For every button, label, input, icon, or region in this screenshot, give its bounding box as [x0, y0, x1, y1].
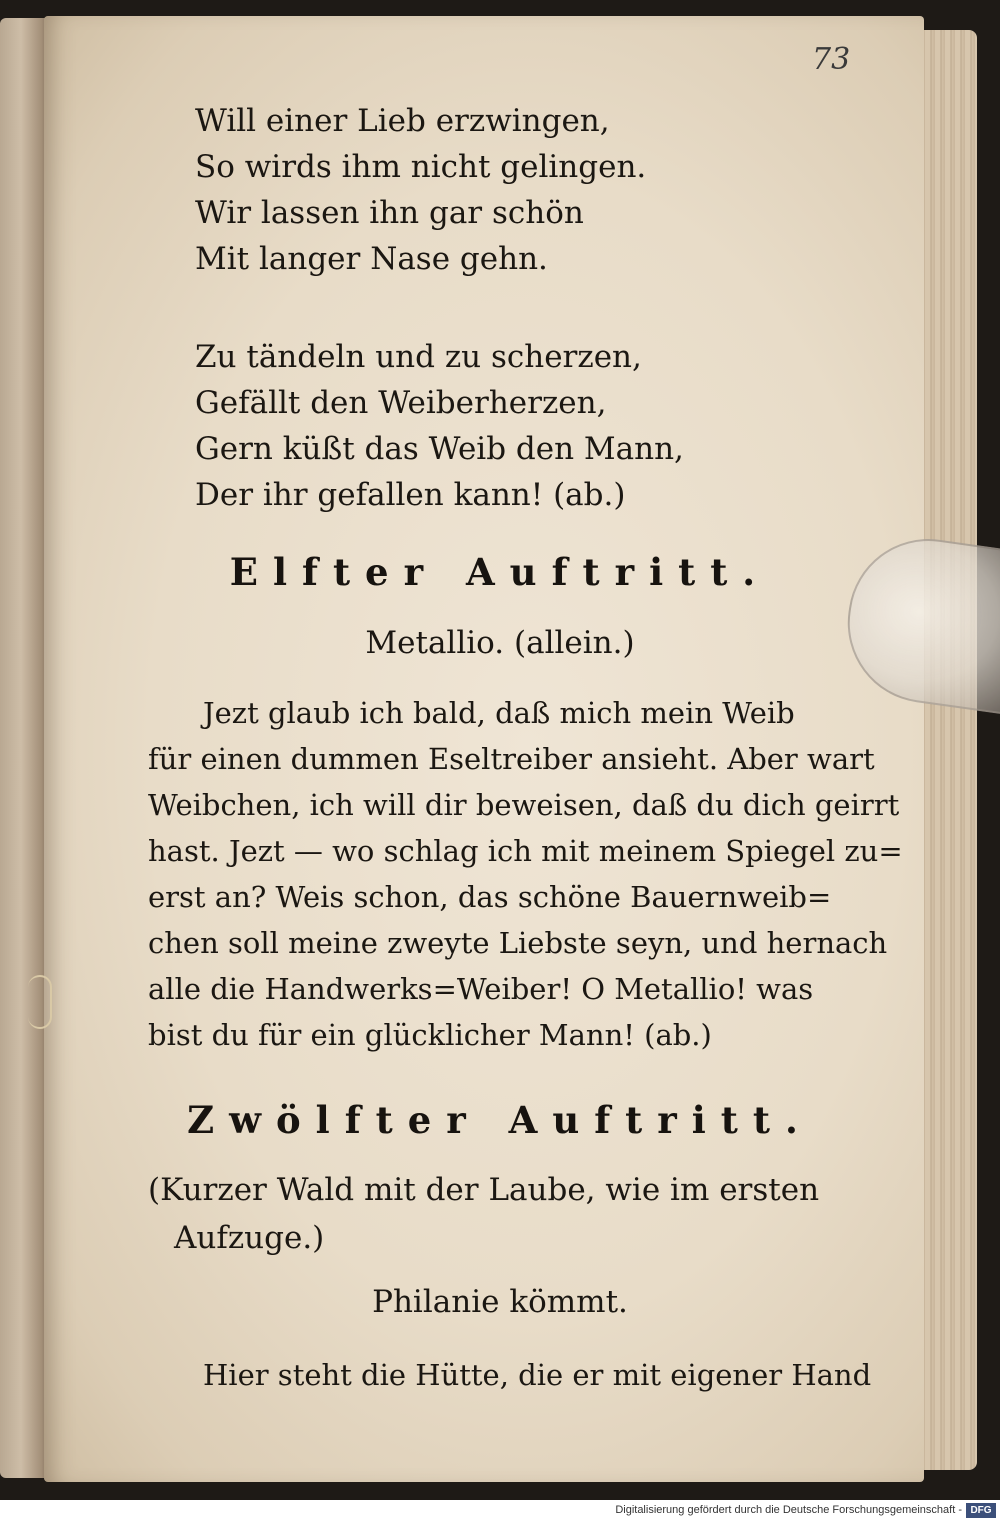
prose-paragraph-2: [148, 1352, 872, 1398]
footer-credit: Digitalisierung gefördert durch die Deutsche Forschungsgemeinschaft -: [615, 1504, 962, 1516]
verse-line: So wirds ihm nicht gelingen.: [195, 149, 647, 185]
prose-line: Jezt glaub ich bald, daß mich mein Weib: [203, 696, 795, 730]
prose-line: bist du für ein glücklicher Mann! (ab.): [148, 1018, 712, 1052]
binding-thread: [28, 975, 52, 1029]
scene-heading-zwoelfter: Zwölfter Auftritt.: [187, 1098, 813, 1142]
prose-paragraph-1: [148, 690, 903, 1058]
verse-line: Gefällt den Weiberherzen,: [195, 385, 607, 421]
scene-heading-elfter: Elfter Auftritt.: [229, 550, 771, 594]
stage-line: Aufzuge.): [174, 1220, 325, 1256]
prose-line: alle die Handwerks=Weiber! O Metallio! was: [148, 972, 814, 1006]
stage-line: (Kurzer Wald mit der Laube, wie im ersten: [148, 1172, 820, 1208]
prose-line: hast. Jezt — wo schlag ich mit meinem Spiegel zu=: [148, 834, 903, 868]
prose-line: erst an? Weis schon, das schöne Bauernweib=: [148, 880, 832, 914]
verse-line: Mit langer Nase gehn.: [195, 241, 548, 277]
speaker-metallio: Metallio. (allein.): [365, 625, 635, 661]
verse-line: Der ihr gefallen kann! (ab.): [195, 477, 626, 513]
page-number: 73: [812, 42, 851, 77]
verse-stanza-1: [195, 98, 646, 282]
prose-line: Hier steht die Hütte, die er mit eigener Hand: [203, 1358, 872, 1392]
prose-line: für einen dummen Eseltreiber ansieht. Aber wart: [148, 742, 875, 776]
prose-line: Weibchen, ich will dir beweisen, daß du dich geirrt: [148, 788, 900, 822]
verse-line: Gern küßt das Weib den Mann,: [195, 431, 684, 467]
speaker-philanie: Philanie kömmt.: [372, 1284, 628, 1320]
verse-stanza-2: [195, 334, 684, 518]
verse-line: Will einer Lieb erzwingen,: [195, 103, 610, 139]
verse-line: Wir lassen ihn gar schön: [195, 195, 584, 231]
digitization-footer: [0, 1500, 1000, 1522]
prose-line: chen soll meine zweyte Liebste seyn, und hernach: [148, 926, 888, 960]
dfg-logo-icon: DFG: [966, 1503, 996, 1518]
verse-line: Zu tändeln und zu scherzen,: [195, 339, 642, 375]
stage-direction: [148, 1166, 853, 1262]
